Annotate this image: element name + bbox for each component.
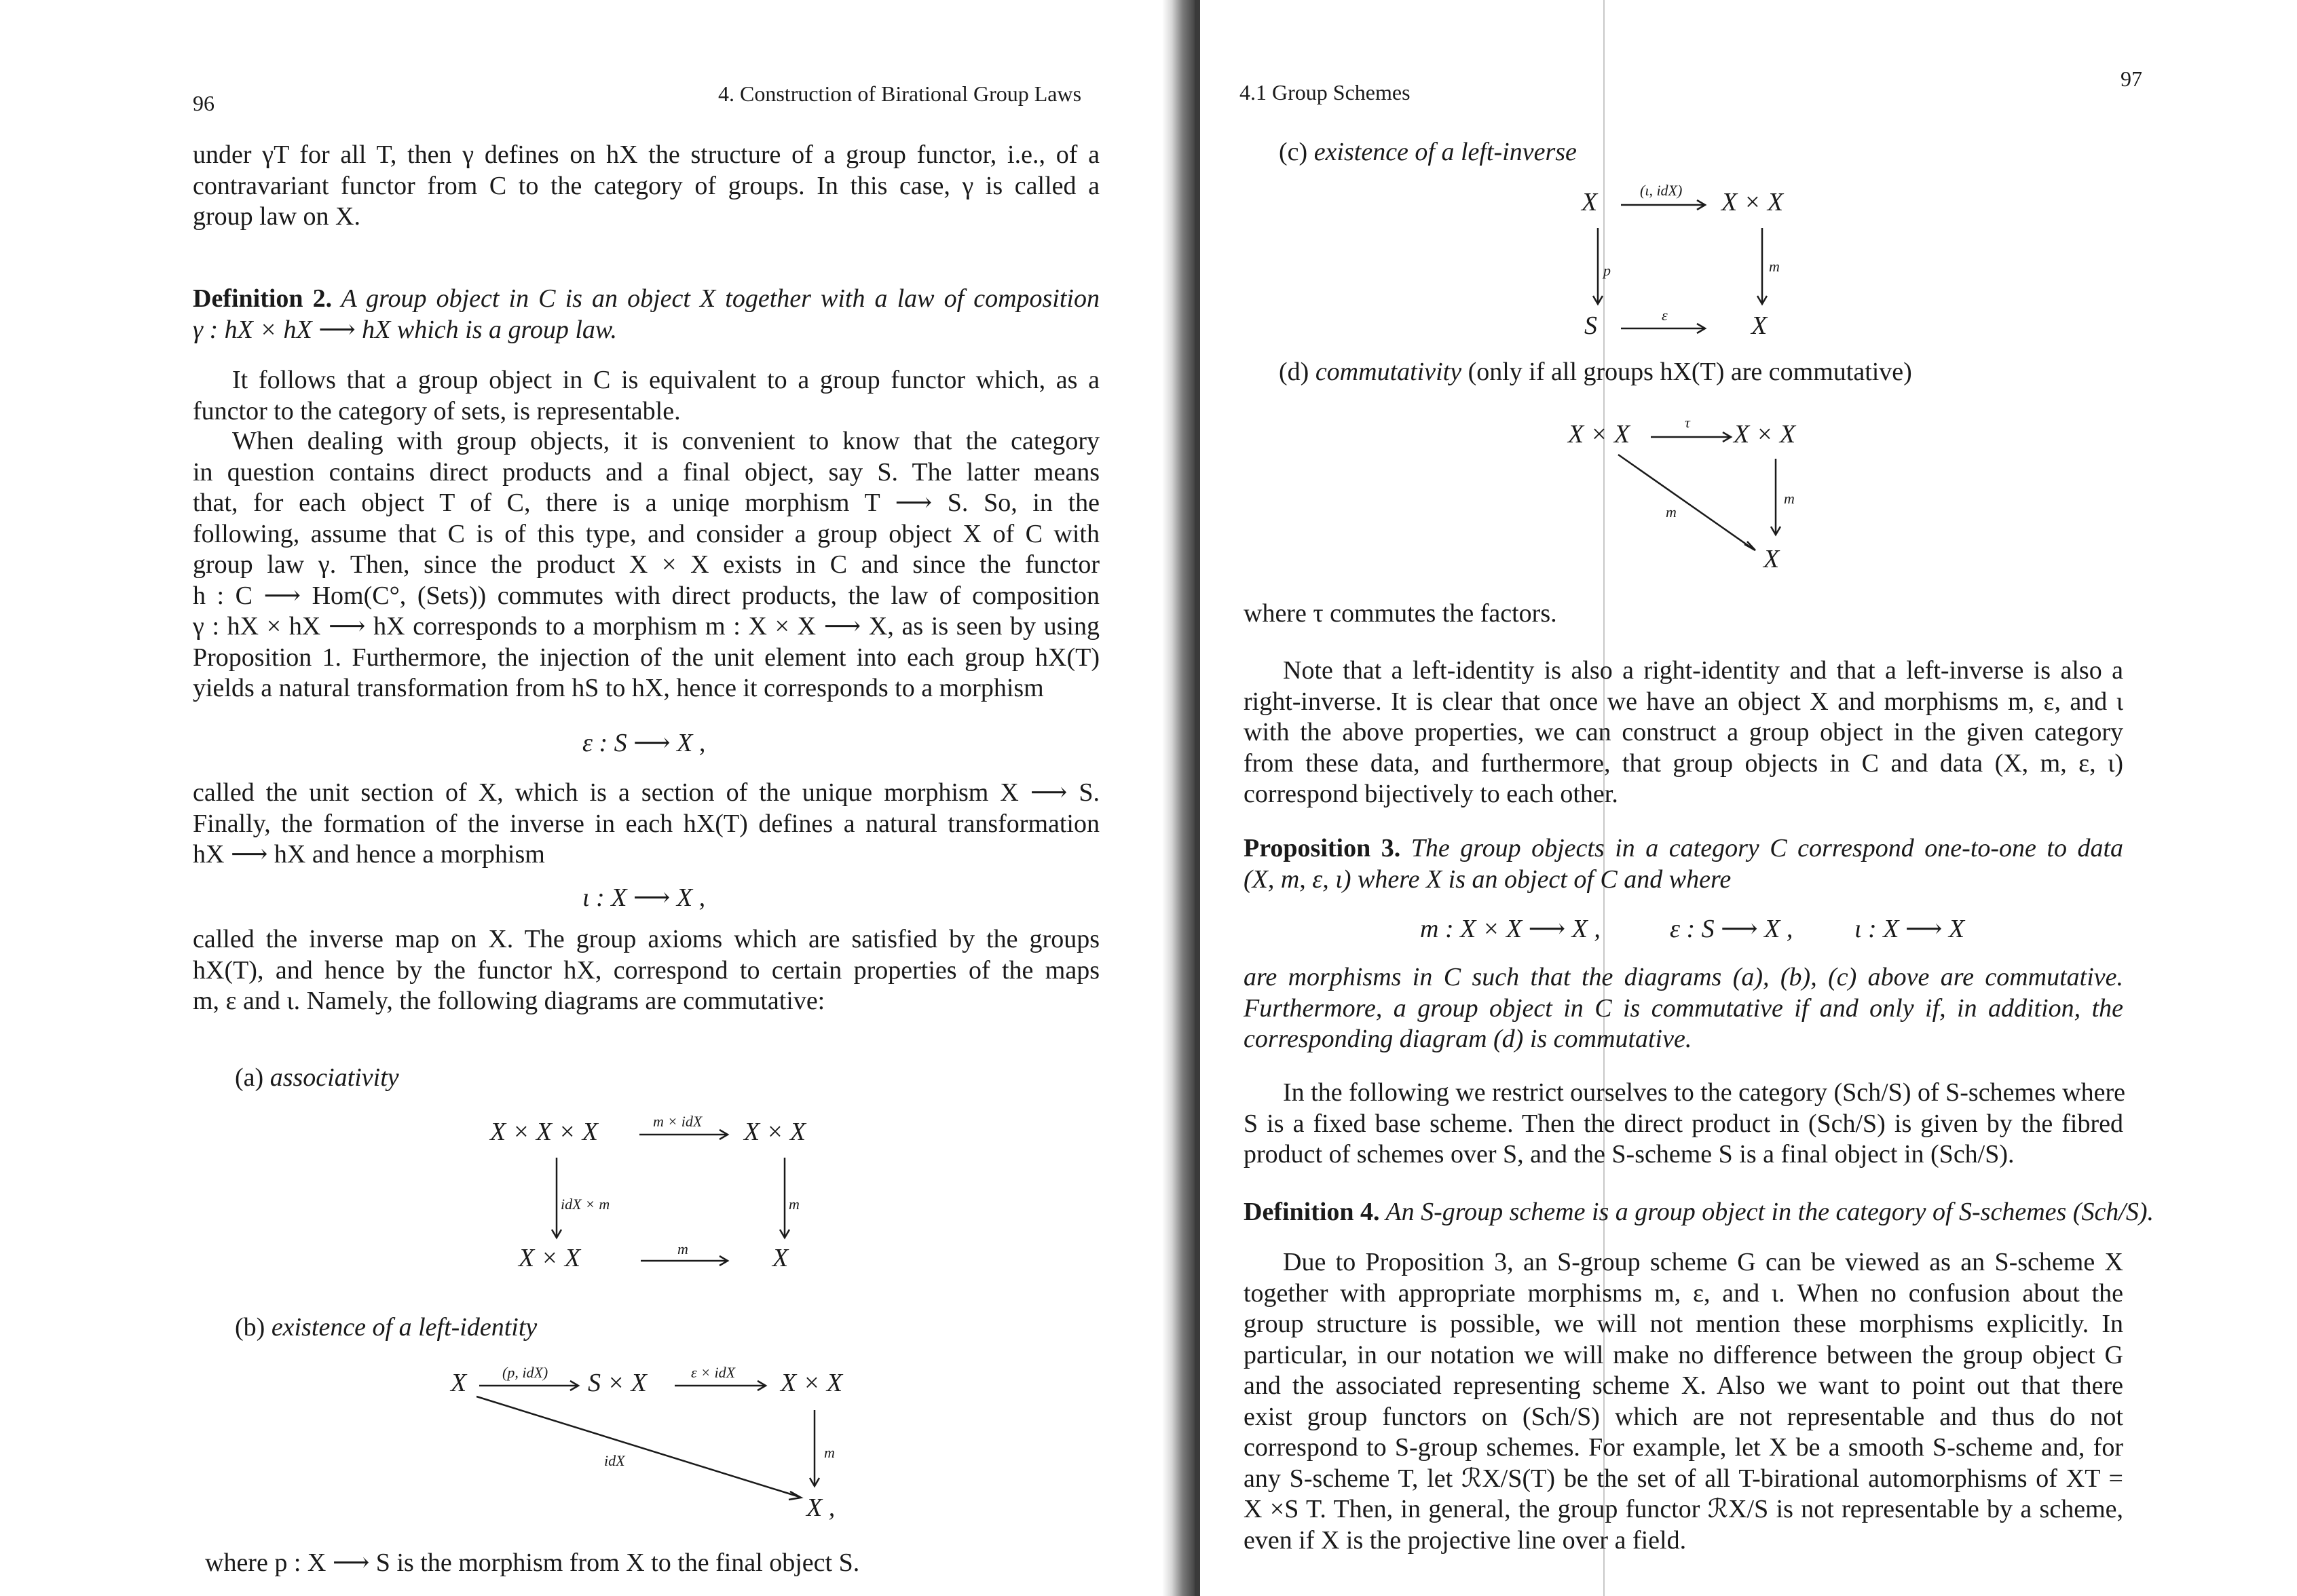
diagram-b-label-right: m <box>824 1444 835 1461</box>
equation-inverse-map: ι : X ⟶ X , <box>582 884 706 912</box>
diagram-a-label-right: m <box>789 1196 800 1213</box>
diagram-b-label-top-2: ε × idX <box>691 1364 736 1381</box>
definition-label: Definition 2. <box>193 284 333 313</box>
text-line: γ : hX × hX ⟶ hX which is a group law. <box>193 315 617 344</box>
arrow <box>477 1396 800 1497</box>
text-line: Furthermore, a group object in C is commutative if and only if, in addition, the <box>1244 993 2123 1023</box>
diagram-b-node-sx: S × X <box>588 1369 647 1397</box>
tau-sentence: where τ commutes the factors. <box>1244 599 1557 628</box>
text-line: correspond bijectively to each other. <box>1244 780 1618 808</box>
text-line: any S-scheme T, let ℛX/S(T) be the set of all T-birational automorphisms of XT = <box>1244 1464 2123 1493</box>
diagram-b-node-x-bottom: X , <box>806 1494 836 1522</box>
diagram-d-label-diagonal: m <box>1666 504 1677 520</box>
definition-label: Definition 4. <box>1244 1198 1380 1226</box>
text-line: correspond to S-group schemes. For example, let X be a smooth S-scheme and, for <box>1244 1433 2123 1462</box>
diagram-b-node-x: X <box>451 1369 467 1397</box>
text-line: are morphisms in C such that the diagrams (a), (b), (c) above are commutative. <box>1244 963 2123 991</box>
text-line: h : C ⟶ Hom(C°, (Sets)) commutes with direct products, the law of composition <box>193 581 1100 610</box>
text-line: group law on X. <box>193 202 360 231</box>
prop3-equation-epsilon: ε : S ⟶ X , <box>1670 915 1793 943</box>
definition-4 <box>1244 1197 2154 1228</box>
proposition-label: Proposition 3. <box>1244 834 1401 862</box>
text-line: from these data, and furthermore, that group objects in C and data (X, m, ε, ι) <box>1244 748 2123 778</box>
text-line: It follows that a group object in C is equivalent to a group functor which, as a <box>232 366 1100 394</box>
diagram-c-node-bottom-right: X <box>1751 311 1768 340</box>
diagram-b-label: (b) <box>235 1313 265 1342</box>
diagram-d-node-left: X × X <box>1568 420 1630 449</box>
text-line: Due to Proposition 3, an S-group scheme G can be viewed as an S-scheme X <box>1283 1248 2123 1276</box>
running-head: 4.1 Group Schemes <box>1239 80 1411 104</box>
diagram-d-label: (d) <box>1279 358 1309 386</box>
text-line: A group object in C is an object X together with a law of composition <box>341 284 1100 313</box>
page-number: 97 <box>2121 66 2142 91</box>
arrow <box>1618 455 1754 550</box>
text-line: group structure is possible, we will not mention these morphisms explicitly. In <box>1244 1310 2123 1338</box>
diagram-d-node-right: X × X <box>1734 420 1796 449</box>
text-line: following, assume that C is of this type, and consider a group object X of C with <box>193 519 1100 548</box>
paragraph-sch-s <box>1244 1078 2123 1171</box>
text-line: together with appropriate morphisms m, ε, and ι. When no confusion about the <box>1244 1278 2123 1308</box>
diagram-a-label: (a) <box>235 1063 264 1092</box>
text-line: product of schemes over S, and the S-scheme S is a final object in (Sch/S). <box>1244 1140 2015 1168</box>
text-line: X ×S T. Then, in general, the group functor ℛX/S is not representable by a scheme, <box>1244 1495 2123 1523</box>
page-number: 96 <box>193 91 214 115</box>
diagram-c-label-right: m <box>1769 258 1780 275</box>
text-line: Note that a left-identity is also a right-identity and that a left-inverse is also a <box>1283 656 2123 685</box>
running-head: 4. Construction of Birational Group Laws <box>718 81 1082 106</box>
diagram-a-node-top-right: X × X <box>744 1118 806 1146</box>
text-line: contravariant functor from C to the category of groups. In this case, γ is called a <box>193 171 1100 200</box>
diagram-c-label-bottom: ε <box>1662 307 1668 324</box>
diagram-c-label-top: (ι, idX) <box>1640 182 1683 199</box>
text-line: called the inverse map on X. The group axioms which are satisfied by the groups <box>193 925 1100 953</box>
equation-unit-section: ε : S ⟶ X , <box>582 729 706 757</box>
text-line: group law γ. Then, since the product X × X exists in C and since the functor <box>193 550 1100 579</box>
text-line: In the following we restrict ourselves to the category (Sch/S) of S-schemes where <box>1283 1078 2125 1107</box>
paragraph-s-group-scheme <box>1244 1247 2123 1556</box>
text-line: When dealing with group objects, it is convenient to know that the category <box>232 427 1100 455</box>
diagram-d-condition: (only if all groups hX(T) are commutative) <box>1468 358 1912 386</box>
text-line: S is a fixed base scheme. Then the direct product in (Sch/S) is given by the fibred <box>1244 1109 2123 1138</box>
text-line: and the associated representing scheme X. Also we want to point out that there <box>1244 1371 2123 1400</box>
right-page <box>1195 0 2297 1596</box>
diagram-c-node-top-right: X × X <box>1721 188 1784 216</box>
diagram-d-node-bottom: X <box>1763 545 1780 573</box>
prop3-equation-m: m : X × X ⟶ X , <box>1420 915 1601 943</box>
diagram-a-node-bottom-right: X <box>772 1244 789 1272</box>
text-line: corresponding diagram (d) is commutative. <box>1244 1025 1692 1053</box>
diagram-d-label-top: τ <box>1685 414 1690 431</box>
text-line: functor to the category of sets, is representable. <box>193 396 681 425</box>
text-line: in question contains direct products and a final object, say S. The latter means <box>193 457 1100 487</box>
diagram-a-node-top-left: X × X × X <box>490 1118 598 1146</box>
text-line: The group objects in a category C correspond one-to-one to data <box>1411 834 2124 862</box>
text-line: with the above properties, we can construct a group object in the given category <box>1244 718 2123 746</box>
diagram-c-title: existence of a left-inverse <box>1313 138 1577 166</box>
text-line: under γT for all T, then γ defines on hX the structure of a group functor, i.e., of a <box>193 140 1100 169</box>
proposition-3 <box>1244 833 2123 895</box>
text-line: yields a natural transformation from hS to hX, hence it corresponds to a morphism <box>193 674 1044 702</box>
text-line: γ : hX × hX ⟶ hX corresponds to a morphism m : X × X ⟶ X, as is seen by using <box>193 612 1100 641</box>
diagram-b-node-xx: X × X <box>781 1369 843 1397</box>
text-line: particular, in our notation we will make no difference between the group object G <box>1244 1340 2123 1369</box>
paragraph-left-right-identity <box>1244 656 2123 810</box>
diagram-a-label-left: idX × m <box>561 1196 610 1213</box>
text-line: Finally, the formation of the inverse in each hX(T) defines a natural transformation <box>193 809 1100 838</box>
text-line: right-inverse. It is clear that once we have an object X and morphisms m, ε, and ι <box>1244 687 2123 716</box>
diagram-c-label: (c) <box>1279 138 1308 166</box>
diagram-a-label-bottom: m <box>677 1240 688 1257</box>
text-line: m, ε and ι. Namely, the following diagrams are commutative: <box>193 987 825 1015</box>
text-line: hX(T), and hence by the functor hX, correspond to certain properties of the maps <box>193 955 1100 985</box>
diagram-b-label-top-1: (p, idX) <box>502 1364 548 1381</box>
text-line: called the unit section of X, which is a section of the unique morphism X ⟶ S. <box>193 778 1100 807</box>
final-object-sentence: where p : X ⟶ S is the morphism from X to the final object S. <box>205 1548 860 1577</box>
text-line: hX ⟶ hX and hence a morphism <box>193 840 545 869</box>
text-line: even if X is the projective line over a field. <box>1244 1525 1687 1555</box>
diagram-c-label-left: p <box>1603 262 1611 279</box>
diagram-a-label-top: m × idX <box>653 1113 703 1130</box>
diagram-a-node-bottom-left: X × X <box>519 1244 581 1272</box>
diagram-c-node-bottom-left: S <box>1584 311 1597 340</box>
text-line: that, for each object T of C, there is a uniqe morphism T ⟶ S. So, in the <box>193 489 1100 517</box>
text-line: (X, m, ε, ι) where X is an object of C and where <box>1244 864 1732 894</box>
prop3-equation-iota: ι : X ⟶ X <box>1854 915 1965 943</box>
diagram-d-title: commutativity <box>1315 358 1462 386</box>
text-line: An S-group scheme is a group object in the category of S-schemes (Sch/S). <box>1385 1198 2154 1226</box>
diagram-d-label-right: m <box>1784 490 1795 507</box>
proposition-3-continued <box>1244 962 2123 1055</box>
diagram-b-label-diagonal: idX <box>604 1452 625 1469</box>
diagram-b-title: existence of a left-identity <box>271 1313 538 1342</box>
diagram-a-title: associativity <box>269 1063 399 1092</box>
text-line: exist group functors on (Sch/S) which are not representable and thus do not <box>1244 1402 2123 1431</box>
text-line: Proposition 1. Furthermore, the injection of the unit element into each group hX(T) <box>193 643 1100 672</box>
diagram-c-node-top-left: X <box>1582 188 1598 216</box>
